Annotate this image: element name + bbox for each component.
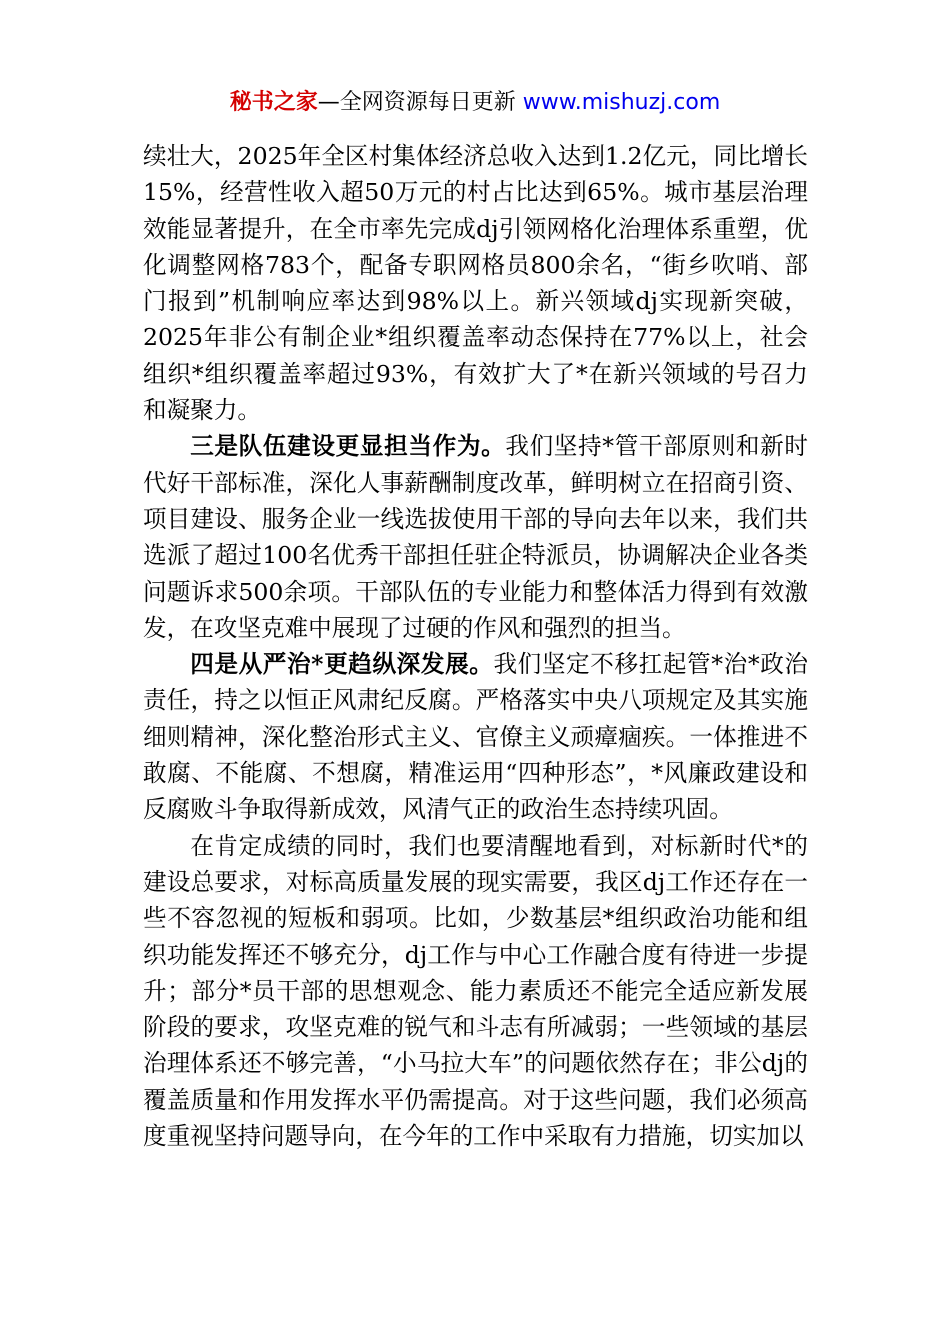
paragraph-text: 我们坚定不移扛起管*治*政治责任，持之以恒正风肃纪反腐。严格落实中央八项规定及其实施细则精神，深化整治形式主义、官僚主义顽瘴痼疾。一体推进不敢腐、不能腐、不想腐，精准运用“四种形态”，*风廉政建设和反腐败斗争取得新成效，风清气正的政治生态持续巩固。 — [143, 650, 808, 824]
paragraph-4 — [143, 828, 808, 1155]
header-site-link[interactable]: www.mishuzj.com — [522, 90, 721, 115]
page-header — [0, 88, 950, 118]
paragraph-lead: 四是从严治*更趋纵深发展。 — [190, 650, 494, 679]
header-tagline: —全网资源每日更新 — [317, 90, 523, 115]
document-body — [143, 138, 808, 1154]
paragraph-text: 我们坚持*管干部原则和新时代好干部标准，深化人事薪酬制度改革，鲜明树立在招商引资、项目建设、服务企业一线选拔使用干部的导向去年以来，我们共选派了超过100名优秀干部担任驻企特派员，协调解决企业各类问题诉求500余项。干部队伍的专业能力和整体活力得到有效激发，在攻坚克难中展现了过硬的作风和强烈的担当。 — [143, 432, 809, 642]
paragraph-text: 在肯定成绩的同时，我们也要清醒地看到，对标新时代*的建设总要求，对标高质量发展的现实需要，我区dj工作还存在一些不容忽视的短板和弱项。比如，少数基层*组织政治功能和组织功能发挥还不够充分，dj工作与中心工作融合度有待进一步提升；部分*员干部的思想观念、能力素质还不能完全适应新发展阶段的要求，攻坚克难的锐气和斗志有所减弱；一些领域的基层治理体系还不够完善，“小马拉大车”的问题依然存在；非公dj的覆盖质量和作用发挥水平仍需提高。对于这些问题，我们必须高度重视坚持问题导向，在今年的工作中采取有力措施，切实加以 — [143, 831, 808, 1151]
paragraph-2 — [143, 428, 808, 646]
paragraph-1 — [143, 138, 808, 428]
header-brand: 秘书之家 — [229, 90, 318, 115]
paragraph-lead: 三是队伍建设更显担当作为。 — [190, 432, 506, 461]
paragraph-text: 续壮大，2025年全区村集体经济总收入达到1.2亿元，同比增长15%，经营性收入超50万元的村占比达到65%。城市基层治理效能显著提升，在全市率先完成dj引领网格化治理体系重塑，优化调整网格783个，配备专职网格员800余名，“街乡吹哨、部门报到”机制响应率达到98%以上。新兴领域dj实现新突破，2025年非公有制企业*组织覆盖率动态保持在77%以上，社会组织*组织覆盖率超过93%，有效扩大了*在新兴领域的号召力和凝聚力。 — [143, 142, 808, 425]
paragraph-3 — [143, 646, 808, 827]
